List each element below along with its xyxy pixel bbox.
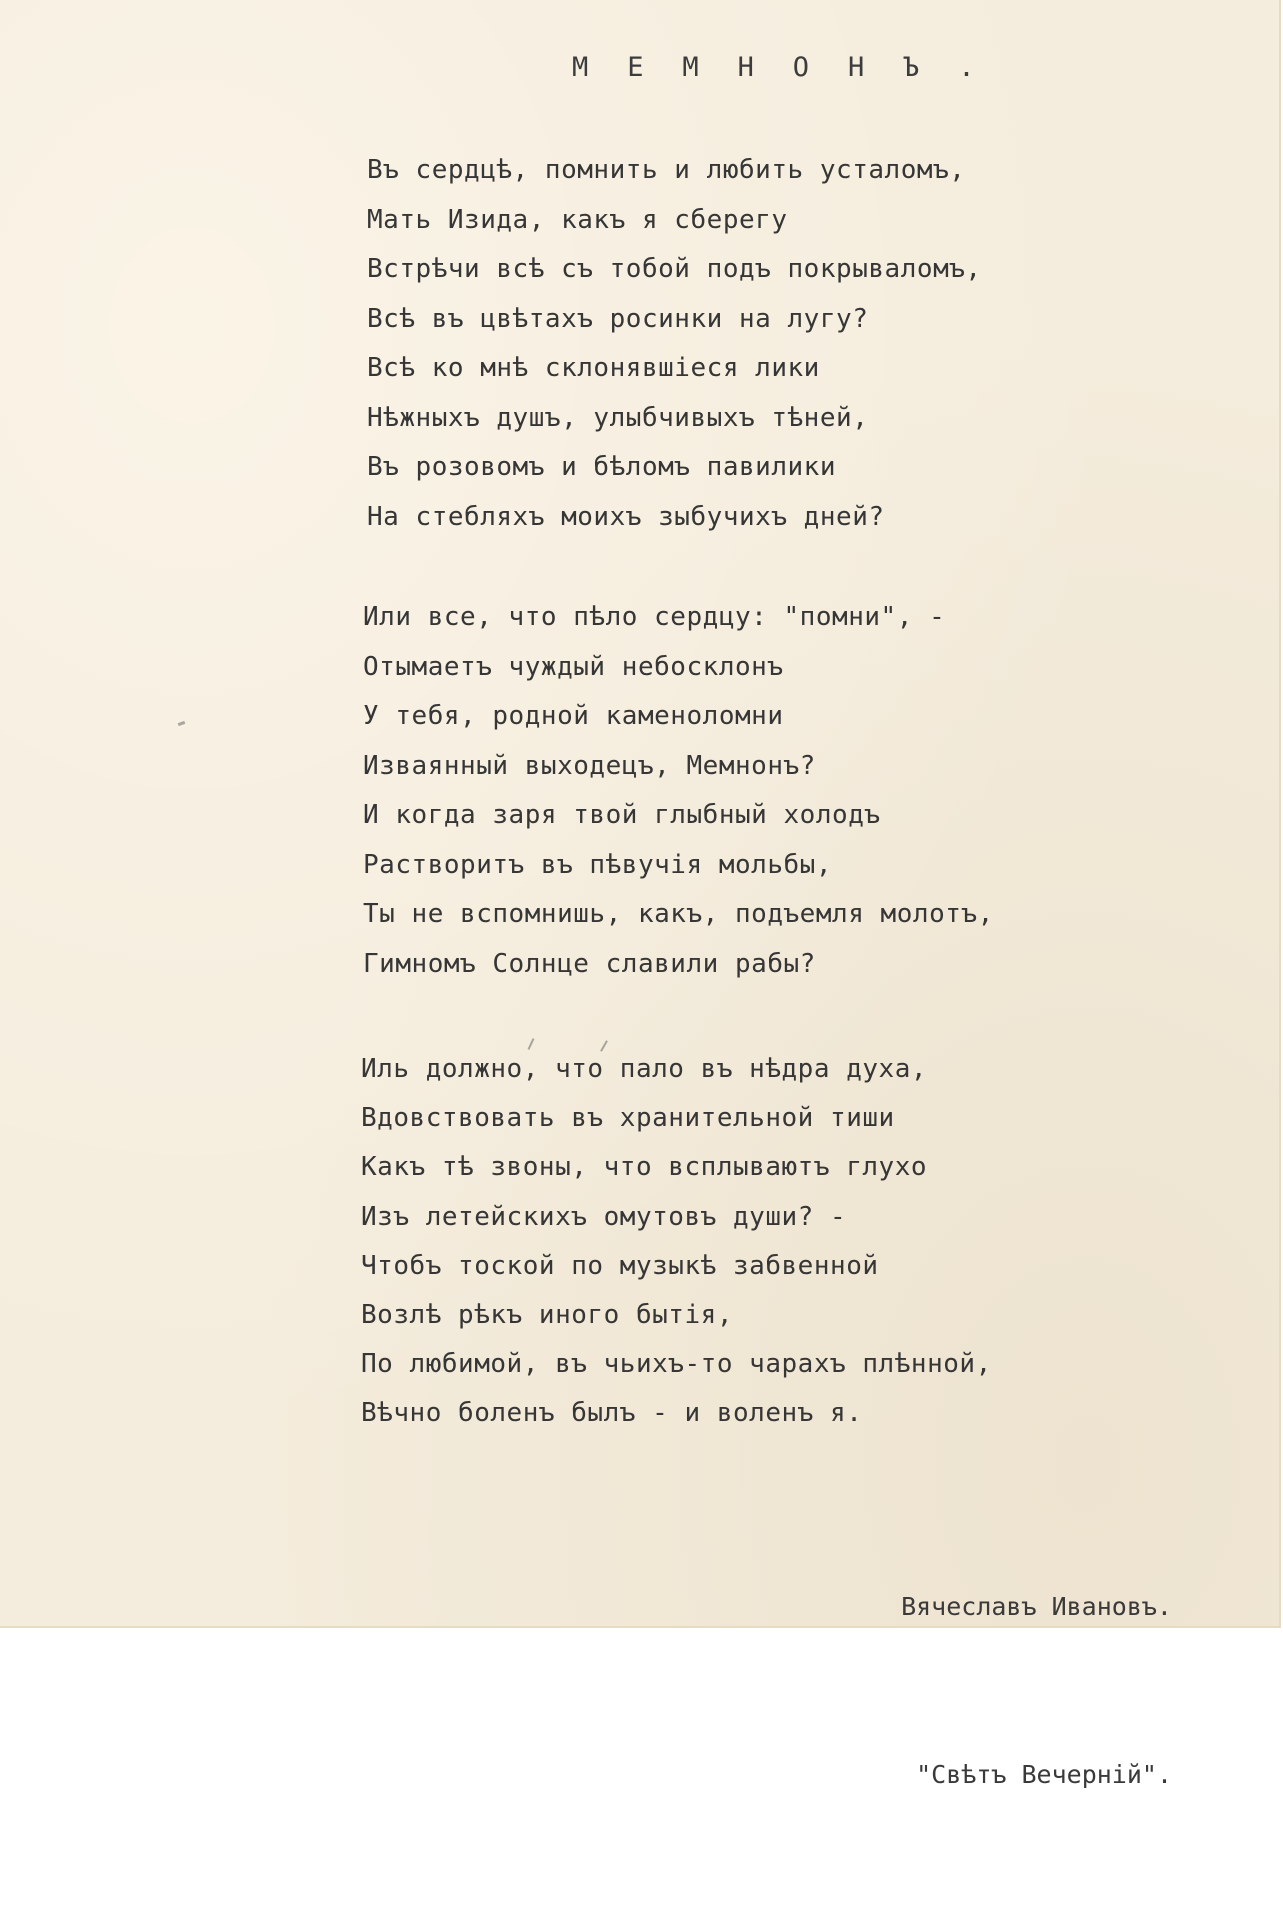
stanza-3 [361, 1045, 992, 1439]
poem-line: По любимой, въ чьихъ-то чарахъ плѣнной, [361, 1349, 992, 1380]
poem-line: Изъ летейскихъ омутовъ души? - [361, 1201, 847, 1232]
poem-line: Нѣжныхъ душъ, улыбчивыхъ тѣней, [367, 402, 869, 433]
poem-line: Изваянный выходецъ, Мемнонъ? [363, 750, 816, 781]
poem-line: Отымаетъ чуждый небосклонъ [363, 651, 784, 682]
stanza-2 [363, 593, 994, 989]
poem-line: Въ розовомъ и бѣломъ павилики [367, 452, 837, 482]
author-name: Вячеславъ Ивановъ. [901, 1592, 1172, 1621]
poem-line: Въ сердцѣ, помнить и любить усталомъ, [367, 155, 966, 185]
poem-line: Ты не вспомнишь, какъ, подъемля молотъ, [363, 899, 994, 929]
ink-speck [178, 721, 186, 726]
poem-line: Или все, что пѣло сердцу: "помни", - [363, 602, 946, 632]
poem-line: Вдовствовать въ хранительной тиши [361, 1103, 895, 1134]
poem-line: Гимномъ Солнце славили рабы? [363, 948, 816, 979]
poem-line: И когда заря твой глыбный холодъ [363, 800, 881, 830]
poem-line: Всѣ ко мнѣ склонявшіеся лики [367, 353, 820, 383]
poem-line: Всѣ въ цвѣтахъ росинки на лугу? [367, 303, 869, 334]
poem-line: Встрѣчи всѣ съ тобой подъ покрываломъ, [367, 254, 982, 284]
poem-line: Мать Изида, какъ я сберегу [367, 204, 788, 235]
poem-title: М Е М Н О Н Ъ . [572, 52, 986, 83]
source-title: "Свѣтъ Вечерній". [916, 1760, 1172, 1789]
poem-line: Возлѣ рѣкъ иного бытія, [361, 1299, 733, 1330]
poem-line: На стебляхъ моихъ зыбучихъ дней? [367, 501, 885, 532]
poem-line: Вѣчно боленъ былъ - и воленъ я. [361, 1398, 863, 1429]
poem-line: Чтобъ тоской по музыкѣ забвенной [361, 1250, 879, 1281]
stanza-1 [367, 146, 982, 542]
poem-line: У тебя, родной каменоломни [363, 701, 784, 731]
poem-line: Растворитъ въ пѣвучія мольбы, [363, 849, 833, 880]
signature-block [901, 1467, 1172, 1915]
poem-line: Какъ тѣ звоны, что всплываютъ глухо [361, 1152, 928, 1183]
poem-line: Иль должно, что пало въ нѣдра духа, [361, 1054, 928, 1084]
